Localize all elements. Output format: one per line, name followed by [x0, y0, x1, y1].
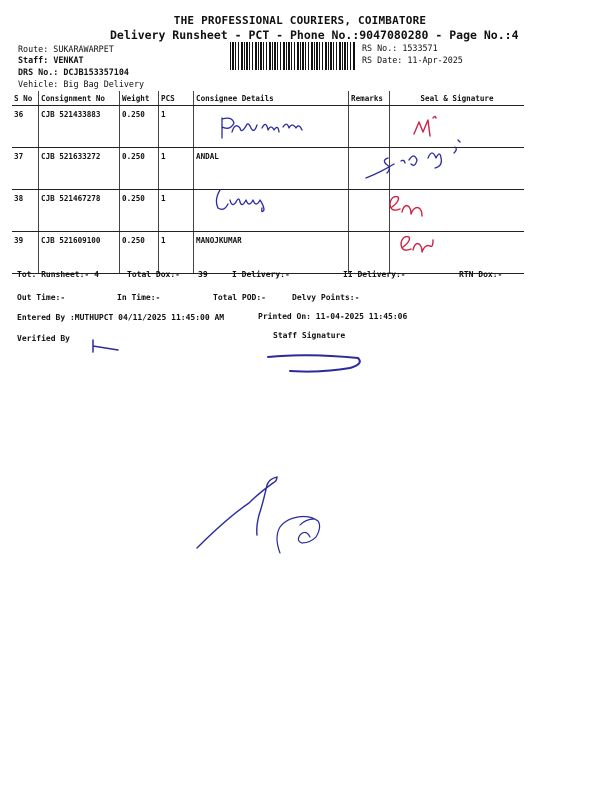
cell-consignment: CJB 521433883 [39, 106, 120, 148]
cell-signature [390, 232, 525, 274]
vehicle-label: Vehicle: Big Bag Delivery [18, 79, 145, 89]
table-header-row [12, 91, 524, 106]
cell-remarks [349, 148, 390, 190]
drs-value: DCJB153357104 [63, 67, 129, 77]
company-title: THE PROFESSIONAL COURIERS, COIMBATORE [173, 14, 427, 27]
runsheet-subtitle: Delivery Runsheet - PCT - Phone No.:9047080280 - Page No.:4 [110, 28, 519, 42]
ii-delivery: II Delivery:- [343, 270, 406, 279]
col-header-pcs: PCS [159, 91, 194, 106]
printed-on: Printed On: 11-04-2025 11:45:06 [258, 312, 408, 321]
cell-sno: 36 [12, 106, 39, 148]
cell-signature [390, 190, 525, 232]
rs-number: RS No.: 1533571 [362, 43, 438, 53]
cell-consignee [194, 190, 349, 232]
staff-line [18, 55, 84, 65]
handwritten-mark [93, 340, 118, 352]
cell-weight: 0.250 [120, 148, 159, 190]
cell-weight: 0.250 [120, 190, 159, 232]
cell-signature [390, 148, 525, 190]
out-time: Out Time:- [17, 293, 66, 302]
in-time: In Time:- [117, 293, 161, 302]
col-header-remarks: Remarks [349, 91, 390, 106]
col-header-consignee: Consignee Details [194, 91, 349, 106]
cell-remarks [349, 190, 390, 232]
verified-by: Verified By [17, 334, 70, 343]
table-row [12, 148, 524, 190]
cell-sno: 39 [12, 232, 39, 274]
table-row [12, 106, 524, 148]
cell-remarks [349, 232, 390, 274]
cell-consignee: MANOJKUMAR [194, 232, 349, 274]
drs-line [18, 67, 129, 77]
runsheet-table [12, 91, 524, 274]
table-row [12, 190, 524, 232]
staff-value: VENKAT [53, 55, 84, 65]
drs-label: DRS No.: [18, 67, 59, 77]
cell-consignee: ANDAL [194, 148, 349, 190]
rs-date: RS Date: 11-Apr-2025 [362, 55, 463, 65]
staff-signature-label: Staff Signature [273, 331, 346, 340]
cell-weight: 0.250 [120, 106, 159, 148]
total-dox-label: Total Dox:- [127, 270, 180, 279]
i-delivery: I Delivery:- [232, 270, 290, 279]
cell-pcs: 1 [159, 190, 194, 232]
cell-remarks [349, 106, 390, 148]
barcode [230, 42, 356, 70]
cell-sno: 38 [12, 190, 39, 232]
delvy-points: Delvy Points:- [292, 293, 360, 302]
col-header-sno: S No [12, 91, 39, 106]
tot-runsheet: Tot. Runsheet:- 4 [17, 270, 99, 279]
rtn-dox: RTN Dox:- [459, 270, 503, 279]
cell-pcs: 1 [159, 106, 194, 148]
entered-by: Entered By :MUTHUPCT 04/11/2025 11:45:00 AM [17, 313, 225, 322]
cell-consignment: CJB 521467278 [39, 190, 120, 232]
cell-consignee [194, 106, 349, 148]
cell-sno: 37 [12, 148, 39, 190]
total-dox-value: 39 [198, 270, 208, 279]
handwritten-signature [277, 517, 320, 554]
cell-weight: 0.250 [120, 232, 159, 274]
cell-pcs: 1 [159, 232, 194, 274]
handwritten-signature [268, 355, 360, 371]
col-header-consignment: Consignment No [39, 91, 120, 106]
cell-consignment: CJB 521633272 [39, 148, 120, 190]
cell-consignment: CJB 521609100 [39, 232, 120, 274]
staff-label: Staff: [18, 55, 49, 65]
handwritten-signature [197, 477, 277, 548]
route-label: Route: SUKARAWARPET [18, 44, 114, 54]
table-row [12, 232, 524, 274]
total-pod: Total POD:- [213, 293, 266, 302]
cell-signature [390, 106, 525, 148]
col-header-signature: Seal & Signature [390, 91, 525, 106]
col-header-weight: Weight [120, 91, 159, 106]
cell-pcs: 1 [159, 148, 194, 190]
